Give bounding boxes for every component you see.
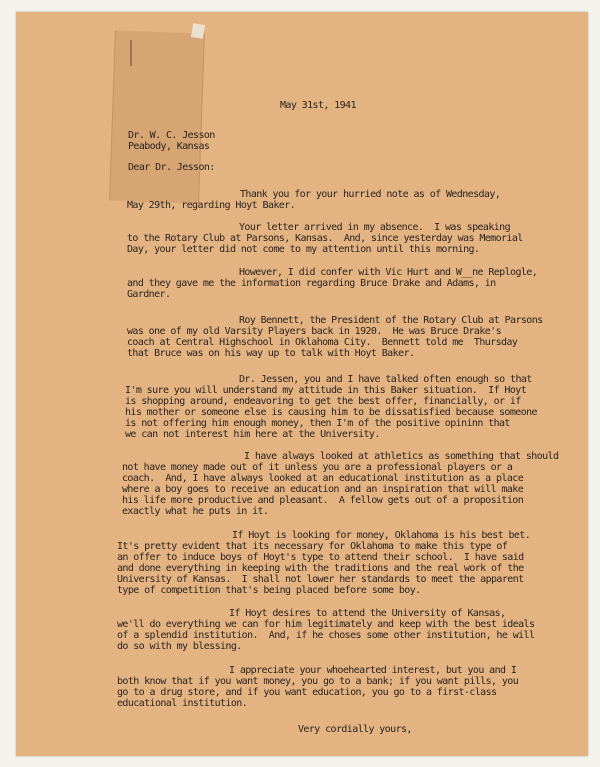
line: Gardner.: [127, 289, 171, 300]
line: his life more productive and pleasant. A fellow gets out of a proposition: [122, 495, 524, 506]
line: is not offering him enough money, then I'm of the positive opininn that: [125, 418, 510, 429]
line: However, I did confer with Vic Hurt and W__ne Replogle,: [239, 267, 538, 278]
salutation: Dear Dr. Jesson:: [128, 162, 215, 173]
closing: Very cordially yours,: [298, 724, 412, 735]
line: If Hoyt desires to attend the University of Kansas,: [229, 608, 506, 619]
line: not have money made out of it unless you are a professional players or a: [122, 462, 513, 473]
line: that Bruce was on his way up to talk with Hoyt Baker.: [127, 348, 415, 359]
line: I'm sure you will understand my attitude in this Baker situation. If Hoyt: [125, 385, 527, 396]
letter-date: May 31st, 1941: [280, 100, 356, 111]
line: and they gave me the information regarding Bruce Drake and Adams, in: [127, 278, 496, 289]
line: coach. And, I have always looked at an educational institution as a place: [122, 473, 524, 484]
line: If Hoyt is looking for money, Oklahoma is his best bet.: [232, 530, 531, 541]
line: I appreciate your whoehearted interest, but you and I: [229, 665, 517, 676]
line: coach at Central Highschool in Oklahoma City. Bennett told me Thursday: [127, 337, 518, 348]
line: we'll do everything we can for him legitimately and keep with the best ideals: [117, 619, 535, 630]
line: was one of my old Varsity Players back in 1920. He was Bruce Drake's: [127, 326, 502, 337]
line: Dr. Jessen, you and I have talked often enough so that: [239, 374, 532, 385]
ink-mark: [130, 40, 132, 66]
line: his mother or someone else is causing him to be dissatisfied because someone: [125, 407, 537, 418]
line: an offer to induce boys of Hoyt's type to attend their school. I have said: [117, 552, 524, 563]
line: exactly what he puts in it.: [122, 506, 269, 517]
line: do so with my blessing.: [117, 641, 242, 652]
recipient-address: Peabody, Kansas: [128, 141, 210, 152]
line: is shopping around, endeavoring to get the best offer, financially, or if: [125, 396, 521, 407]
line: both know that if you want money, you go to a bank; if you want pills, you: [117, 676, 519, 687]
line: Roy Bennett, the President of the Rotary Club at Parsons: [239, 315, 543, 326]
line: and done everything in keeping with the traditions and the real work of the: [117, 563, 524, 574]
tape-strip: [109, 30, 205, 203]
line: we can not interest him here at the University.: [125, 429, 380, 440]
line: Day, your letter did not come to my attention until this morning.: [127, 244, 480, 255]
line: go to a drug store, and if you want education, you go to a first-class: [117, 687, 497, 698]
line: type of competition that's being placed before some boy.: [117, 585, 421, 596]
line: I have always looked at athletics as something that should: [244, 451, 559, 462]
line: where a boy goes to receive an education and an inspiration that will make: [122, 484, 524, 495]
line: It's pretty evident that its necessary for Oklahoma to make this type of: [117, 541, 508, 552]
line: to the Rotary Club at Parsons, Kansas. And, since yesterday was Memorial: [127, 233, 523, 244]
recipient-name: Dr. W. C. Jesson: [128, 130, 215, 141]
line: educational institution.: [117, 698, 248, 709]
tape-tear: [191, 23, 205, 39]
line: University of Kansas. I shall not lower her standards to meet the apparent: [117, 574, 524, 585]
line: May 29th, regarding Hoyt Baker.: [127, 200, 296, 211]
line: Thank you for your hurried note as of Wednesday,: [240, 189, 501, 200]
line: of a splendid institution. And, if he choses some other institution, he will: [117, 630, 535, 641]
line: Your letter arrived in my absence. I was speaking: [239, 222, 511, 233]
